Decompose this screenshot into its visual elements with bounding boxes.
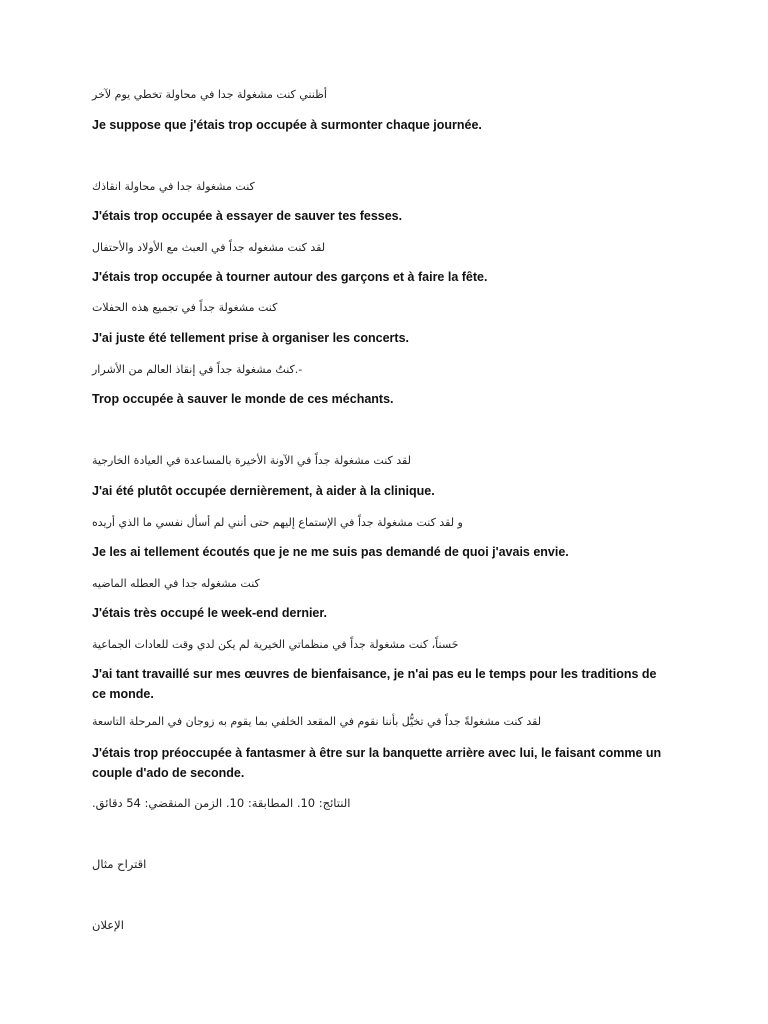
french-sentence: J'ai été plutôt occupée dernièrement, à aider à la clinique. [92,484,435,498]
arabic-sentence: كنت مشغولة جداً في تجميع هذه الحفلات [92,301,278,314]
arabic-sentence: -.كنتُ مشغولة جداً في إنقاذ العالم من الأشرار [92,363,303,376]
arabic-sentence: أظنني كنت مشغولة جدا في محاولة تخطي يوم لآخر [92,88,327,101]
arabic-sentence: كنت مشغوله جدا في العطله الماضيه [92,577,260,590]
arabic-sentence: و لقد كنت مشغولة جداً في الإستماع إليهم حتى أنني لم أسأل نفسي ما الذي أريده [92,516,463,529]
french-sentence: Je les ai tellement écoutés que je ne me suis pas demandé de quoi j'avais envie. [92,545,569,559]
french-sentence: J'étais trop occupée à tourner autour des garçons et à faire la fête. [92,270,488,284]
arabic-sentence: حَسناً، كنت مشغولة جداً في منظماتي الخيرية لم يكن لدي وقت للعادات الجماعية [92,638,459,651]
suggest-example-link[interactable]: اقتراح مثال [92,857,147,871]
results-stats: النتائج: 10. المطابقة: 10. الزمن المنقضي: 54 دقائق. [92,796,351,810]
french-sentence: J'étais trop préoccupée à fantasmer à être sur la banquette arrière avec lui, le faisant comme un couple d'ado de seconde. [92,746,662,780]
french-sentence: J'ai juste été tellement prise à organiser les concerts. [92,331,409,345]
french-sentence: J'étais trop occupée à essayer de sauver tes fesses. [92,209,403,223]
arabic-sentence: لقد كنت مشغوله جداً في العبث مع الأولاد والأحتفال [92,241,326,254]
french-sentence: Je suppose que j'étais trop occupée à surmonter chaque journée. [92,118,482,132]
french-sentence: J'ai tant travaillé sur mes œuvres de bienfaisance, je n'ai pas eu le temps pour les traditions de ce monde. [92,667,657,701]
french-sentence: Trop occupée à sauver le monde de ces méchants. [92,392,394,406]
arabic-sentence: كنت مشغولة جدا في محاولة انقاذك [92,180,255,193]
french-sentence: J'étais très occupé le week-end dernier. [92,606,328,620]
arabic-sentence: لقد كنت مشغولةً جداً في تخيُّل بأننا نقوم في المقعد الخلفي بما يقوم به زوجان في المرحلة التاسعة [92,715,542,728]
advertisement-label: الإعلان [92,918,124,932]
arabic-sentence: لقد كنت مشغولة جداً في الآونة الأخيرة بالمساعدة في العيادة الخارجية [92,454,411,467]
